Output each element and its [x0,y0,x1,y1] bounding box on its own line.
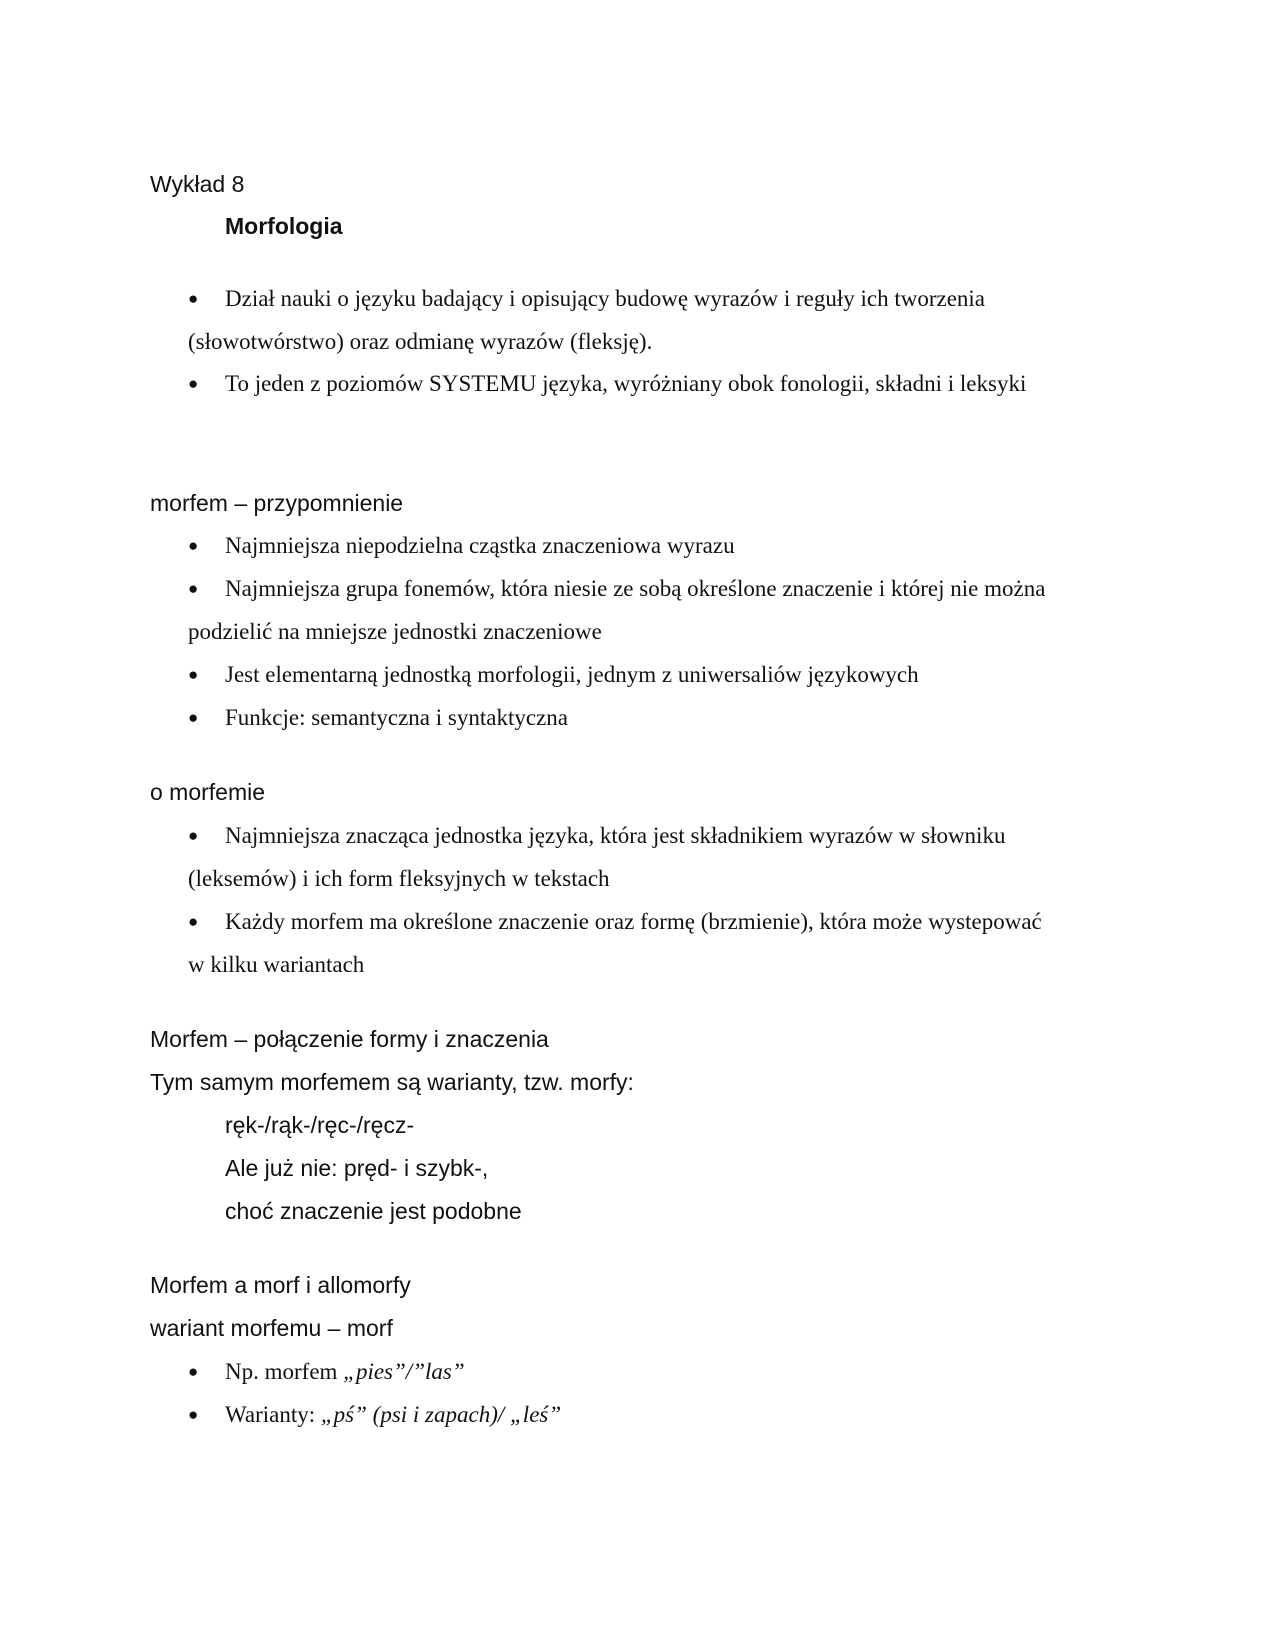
list-item-text: Najmniejsza grupa fonemów, która niesie ze sobą określone znaczenie i której nie można [225,576,1046,601]
bullet-icon: ● [188,1405,199,1424]
list-item-text: Np. morfem [225,1359,344,1384]
bullet-icon: ● [188,826,199,845]
list-item [188,1393,1128,1436]
bullet-icon: ● [188,665,199,684]
section-subheading: wariant morfemu – morf [150,1315,393,1341]
bullet-icon: ● [188,536,199,555]
example-morpheme: „pies”/”las” [343,1359,465,1384]
list-item [188,653,1128,696]
list-item-text: Najmniejsza znacząca jednostka języka, która jest składnikiem wyrazów w słowniku [225,823,1006,848]
list-item [188,814,1128,857]
list-item [188,696,1128,739]
list-item-text: Jest elementarną jednostką morfologii, jednym z uniwersaliów językowych [225,662,919,687]
list-item [188,362,1128,405]
list-item [188,524,1128,567]
page-title: Morfologia [225,213,343,239]
bullet-icon: ● [188,374,199,393]
bullet-icon: ● [188,912,199,931]
list-item-text: Dział nauki o języku badający i opisujący budowę wyrazów i reguły ich tworzenia [225,286,986,311]
list-item [188,1350,1128,1393]
bullet-icon: ● [188,1362,199,1381]
list-item-continuation: (słowotwórstwo) oraz odmianę wyrazów (fleksję). [188,329,653,354]
list-item-continuation: w kilku wariantach [188,952,365,977]
list-item-text: Funkcje: semantyczna i syntaktyczna [225,705,568,730]
example-line: choć znaczenie jest podobne [225,1198,522,1224]
list-item [188,900,1128,943]
section-heading: o morfemie [150,779,266,805]
section-heading: Morfem – połączenie formy i znaczenia [150,1026,549,1052]
list-item [188,277,1128,320]
bullet-icon: ● [188,579,199,598]
section-heading: Morfem a morf i allomorfy [150,1272,411,1298]
list-item-continuation: podzielić na mniejsze jednostki znaczeniowe [188,619,602,644]
example-variants: „pś” (psi i zapach)/ „leś” [320,1402,562,1427]
bullet-icon: ● [188,289,199,308]
lecture-label: Wykład 8 [150,171,245,197]
section-heading: morfem – przypomnienie [150,490,404,516]
example-line: ręk-/rąk-/ręc-/ręcz- [225,1112,415,1138]
list-item-continuation: (leksemów) i ich form fleksyjnych w tekstach [188,866,610,891]
example-line: Ale już nie: pręd- i szybk-, [225,1155,489,1181]
bullet-icon: ● [188,708,199,727]
list-item-text: Każdy morfem ma określone znaczenie oraz formę (brzmienie), która może wystepować [225,909,1042,934]
list-item-text: Najmniejsza niepodzielna cząstka znaczeniowa wyrazu [225,533,735,558]
list-item-text: Warianty: [225,1402,321,1427]
list-item-text: To jeden z poziomów SYSTEMU języka, wyróżniany obok fonologii, składni i leksyki [225,371,1027,396]
list-item [188,567,1128,610]
section-subheading: Tym samym morfemem są warianty, tzw. morfy: [150,1069,634,1095]
